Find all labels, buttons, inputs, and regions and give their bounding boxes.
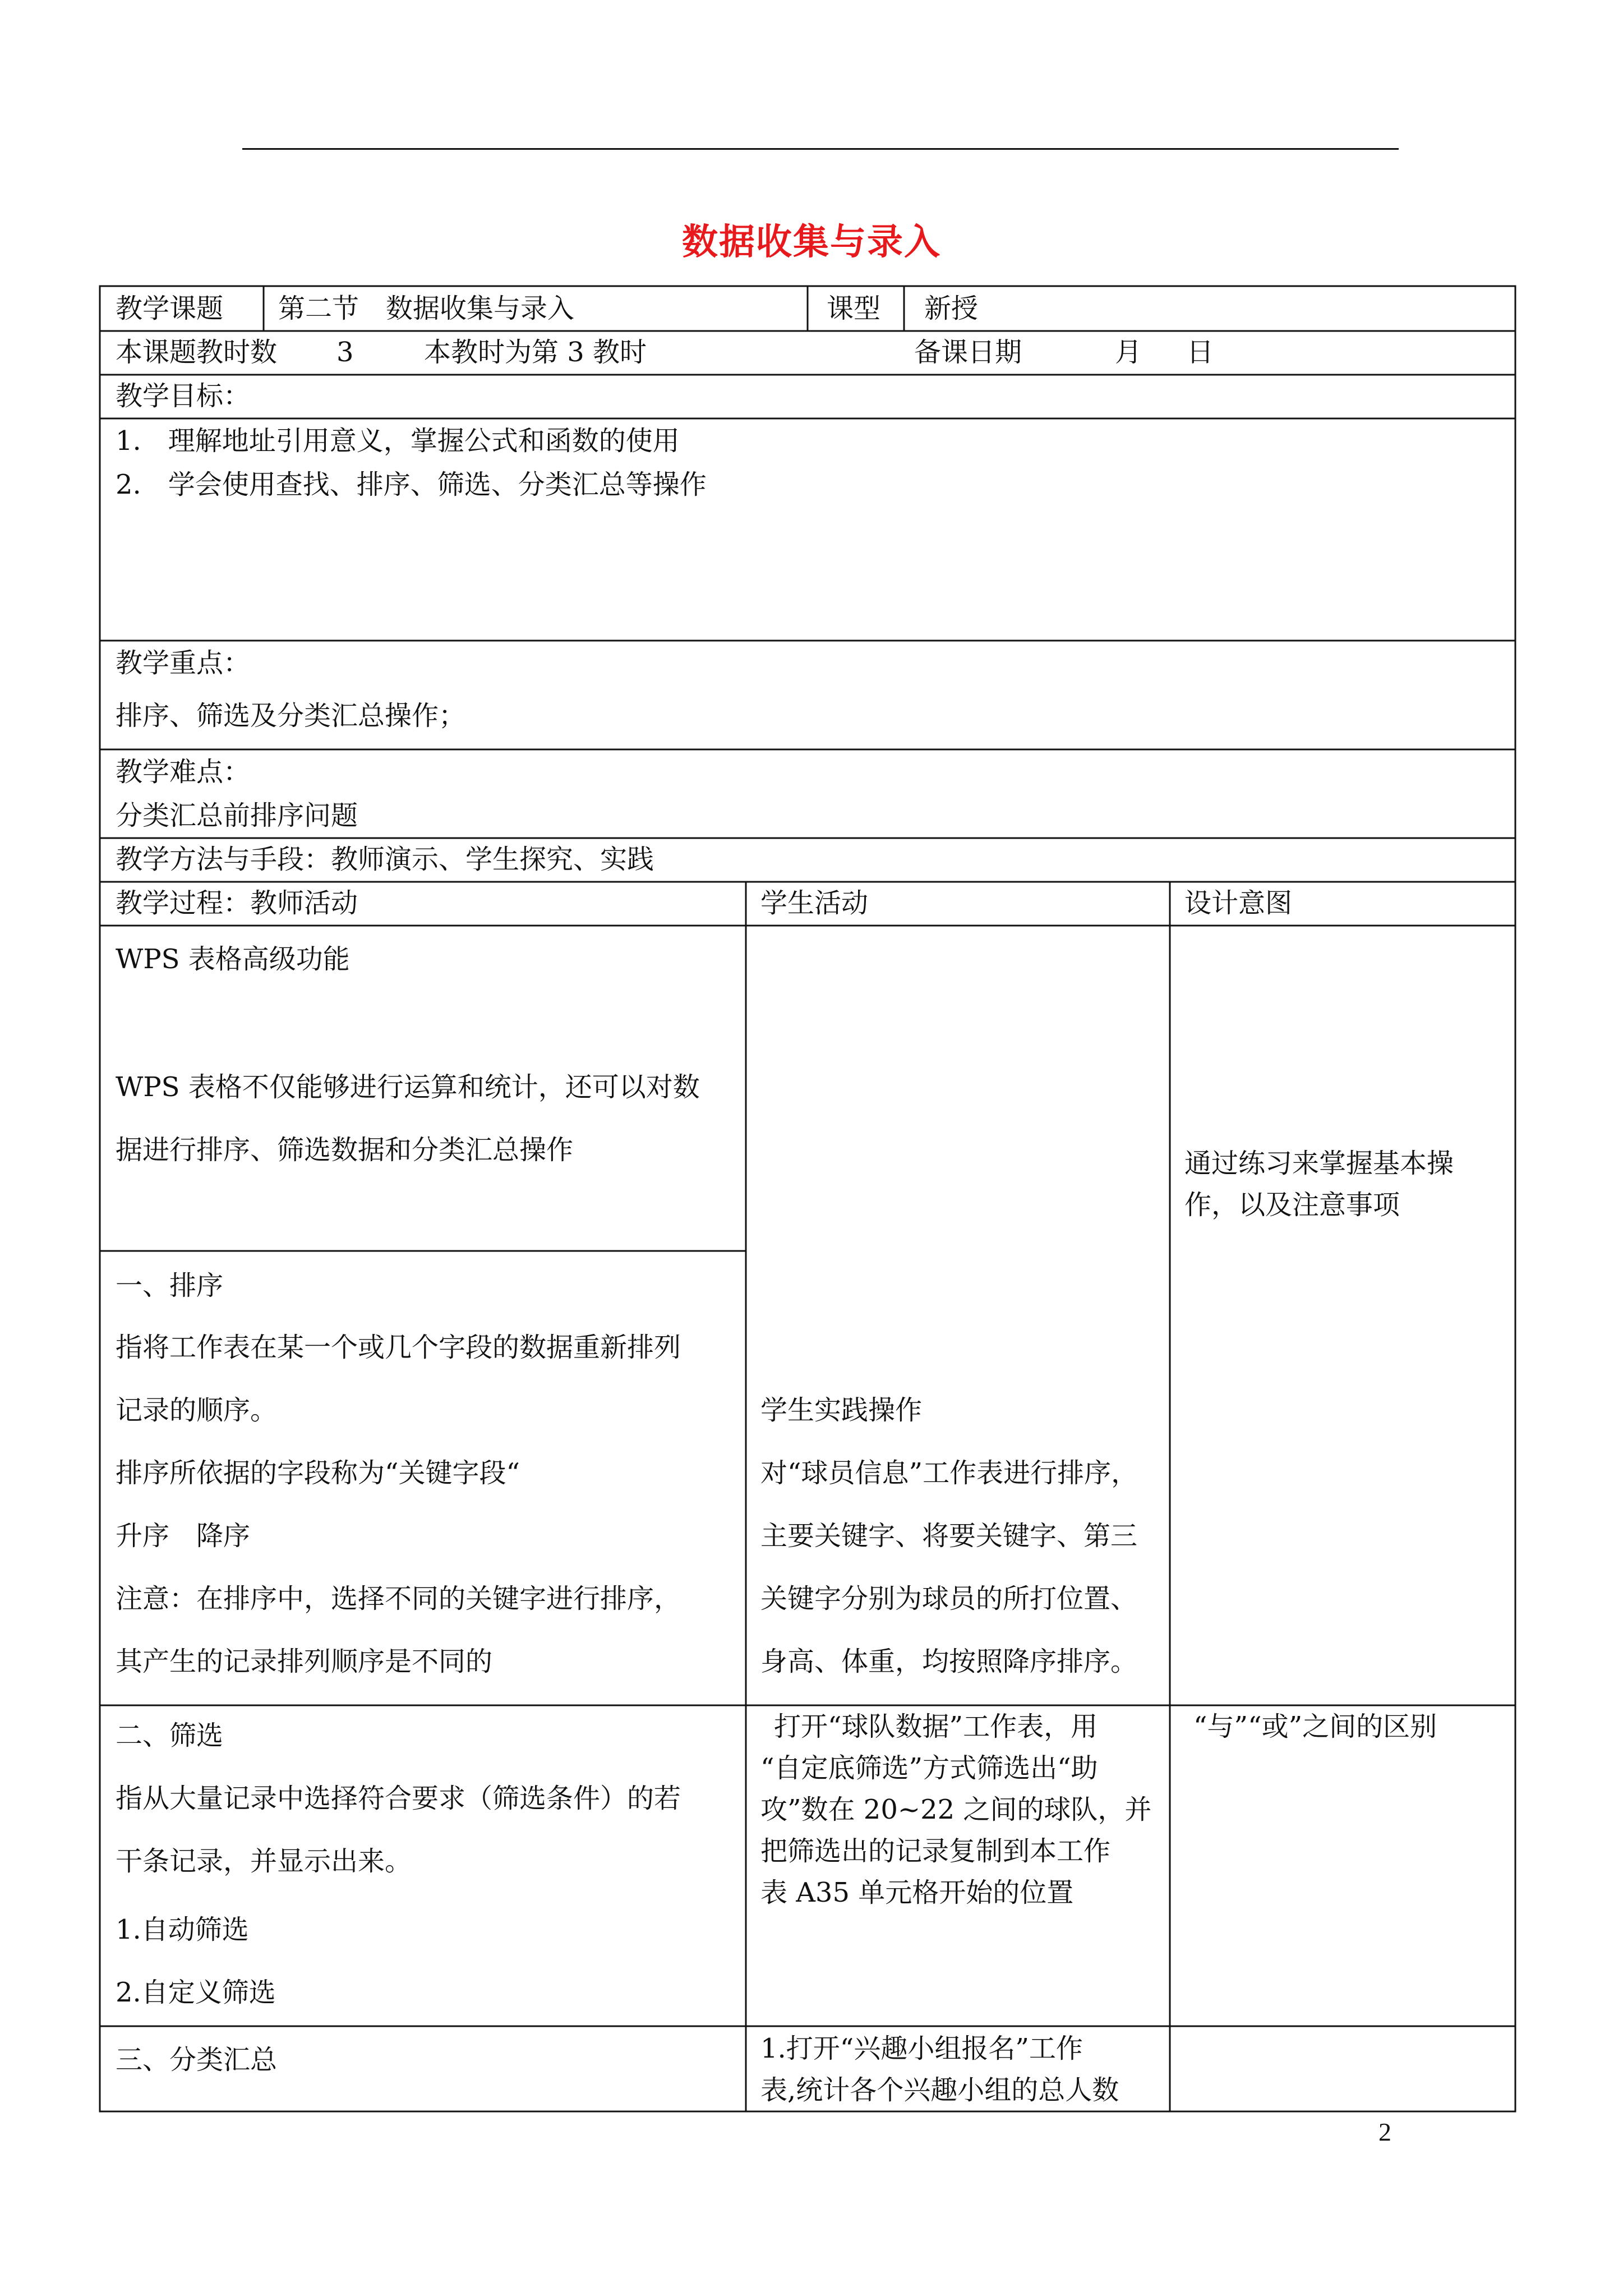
teacher-text: 二、筛选 bbox=[116, 1720, 224, 1751]
teacher-activity-header: 教学过程：教师活动 bbox=[116, 887, 358, 919]
teacher-text: 三、分类汇总 bbox=[116, 2044, 278, 2076]
teacher-text: 据进行排序、筛选数据和分类汇总操作 bbox=[116, 1134, 574, 1166]
student-text: 对“球员信息”工作表进行排序， bbox=[760, 1457, 1138, 1489]
student-text: 把筛选出的记录复制到本工作 bbox=[760, 1835, 1111, 1867]
topic-value: 第二节 数据收集与录入 bbox=[278, 293, 575, 324]
teaching-goals-label: 教学目标： bbox=[116, 380, 251, 412]
current-hour-label: 本教时为第 3 教时 bbox=[424, 337, 647, 368]
teaching-goal-item: 2. 学会使用查找、排序、筛选、分类汇总等操作 bbox=[116, 469, 707, 500]
lesson-type-value: 新授 bbox=[924, 293, 979, 324]
prep-date-day: 日 bbox=[1187, 337, 1214, 368]
design-text: 作，以及注意事项 bbox=[1184, 1189, 1400, 1221]
total-hours-label: 本课题教时数 bbox=[116, 337, 278, 368]
teacher-text: 升序 降序 bbox=[116, 1520, 251, 1552]
difficult-points-text: 分类汇总前排序问题 bbox=[116, 800, 358, 831]
teacher-text: 注意：在排序中，选择不同的关键字进行排序， bbox=[116, 1583, 681, 1614]
student-text: 身高、体重，均按照降序排序。 bbox=[760, 1646, 1138, 1677]
page-number: 2 bbox=[1378, 2118, 1391, 2146]
design-text: “与”“或”之间的区别 bbox=[1193, 1711, 1437, 1742]
lesson-type-label: 课型 bbox=[827, 293, 881, 324]
prep-date-month: 月 bbox=[1115, 337, 1142, 368]
total-hours-value: 3 bbox=[336, 337, 354, 368]
key-points-text: 排序、筛选及分类汇总操作； bbox=[116, 700, 466, 731]
teacher-text: WPS 表格不仅能够进行运算和统计，还可以对数 bbox=[116, 1071, 700, 1103]
key-points-label: 教学重点： bbox=[116, 647, 251, 679]
teacher-text: 2.自定义筛选 bbox=[116, 1977, 276, 2008]
teaching-goal-item: 1. 理解地址引用意义，掌握公式和函数的使用 bbox=[116, 425, 680, 457]
student-text: 关键字分别为球员的所打位置、 bbox=[760, 1583, 1138, 1614]
student-text: “自定底筛选”方式筛选出“助 bbox=[760, 1752, 1098, 1784]
design-intent-header: 设计意图 bbox=[1184, 887, 1293, 919]
student-text: 学生实践操作 bbox=[760, 1395, 923, 1426]
teacher-text: 一、排序 bbox=[116, 1270, 224, 1301]
teacher-text: 1.自动筛选 bbox=[116, 1914, 249, 1945]
teacher-text: WPS 表格高级功能 bbox=[116, 944, 350, 975]
prep-date-label: 备课日期 bbox=[914, 337, 1022, 368]
student-text: 表 A35 单元格开始的位置 bbox=[760, 1877, 1074, 1908]
teacher-text: 指从大量记录中选择符合要求（筛选条件）的若 bbox=[116, 1783, 681, 1814]
page-title: 数据收集与录入 bbox=[682, 221, 941, 263]
student-text: 表,统计各个兴趣小组的总人数 bbox=[760, 2074, 1119, 2106]
teacher-text: 干条记录，并显示出来。 bbox=[116, 1846, 412, 1877]
student-text: 攻”数在 20~22 之间的球队，并 bbox=[760, 1794, 1152, 1825]
teaching-methods: 教学方法与手段：教师演示、学生探究、实践 bbox=[116, 844, 654, 875]
design-text: 通过练习来掌握基本操 bbox=[1184, 1148, 1454, 1179]
teacher-text: 其产生的记录排列顺序是不同的 bbox=[116, 1646, 493, 1677]
student-activity-header: 学生活动 bbox=[760, 887, 869, 919]
difficult-points-label: 教学难点： bbox=[116, 756, 251, 788]
student-text: 1.打开“兴趣小组报名”工作 bbox=[760, 2033, 1083, 2064]
teacher-text: 排序所依据的字段称为“关键字段“ bbox=[116, 1457, 520, 1489]
topic-label: 教学课题 bbox=[116, 293, 224, 324]
student-text: 主要关键字、将要关键字、第三 bbox=[760, 1520, 1138, 1552]
teacher-text: 指将工作表在某一个或几个字段的数据重新排列 bbox=[116, 1332, 681, 1363]
student-text: 打开“球队数据”工作表，用 bbox=[774, 1711, 1098, 1742]
teacher-text: 记录的顺序。 bbox=[116, 1395, 278, 1426]
